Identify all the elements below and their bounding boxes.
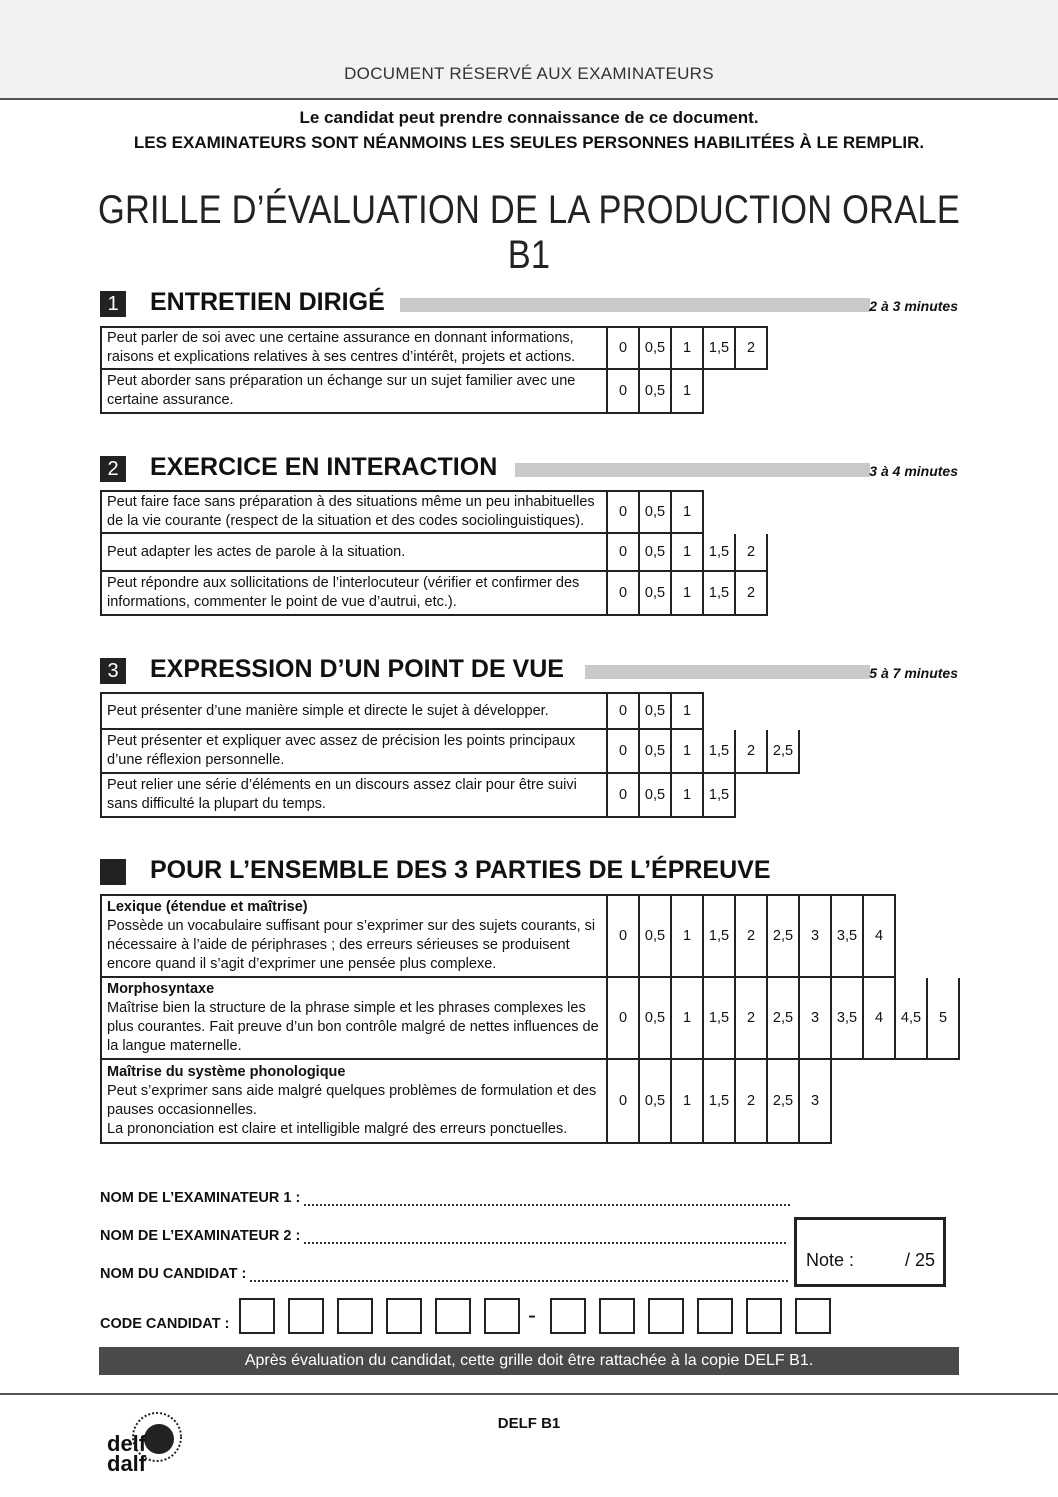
score-cell[interactable]: 1: [672, 326, 704, 370]
score-cell[interactable]: 2: [736, 978, 768, 1060]
candidate-code-label: CODE CANDIDAT :: [100, 1316, 230, 1332]
score-cell[interactable]: 3: [800, 894, 832, 978]
score-cell[interactable]: 2,5: [768, 1060, 800, 1144]
score-cell[interactable]: 0,5: [640, 326, 672, 370]
score-cell[interactable]: 1: [672, 534, 704, 572]
criterion-row: [100, 534, 768, 572]
criterion-text: Peut aborder sans préparation un échange sur un sujet familier avec une certaine assurance.: [100, 370, 608, 414]
section-time: 3 à 4 minutes: [869, 463, 958, 479]
criterion-row: [100, 894, 960, 978]
score-cell[interactable]: 1: [672, 370, 704, 414]
code-digit-box[interactable]: [288, 1298, 324, 1334]
score-cell[interactable]: 2: [736, 534, 768, 572]
score-cell[interactable]: 2,5: [768, 730, 800, 774]
score-cell[interactable]: 5: [928, 978, 960, 1060]
score-cell[interactable]: 0: [608, 490, 640, 534]
score-cell[interactable]: 3: [800, 978, 832, 1060]
criterion-heading: Maîtrise du système phonologique: [107, 1064, 346, 1080]
score-cell[interactable]: 1: [672, 692, 704, 730]
score-cell[interactable]: 0: [608, 326, 640, 370]
code-digit-box[interactable]: [697, 1298, 733, 1334]
score-cell[interactable]: 1,5: [704, 978, 736, 1060]
note-denominator: / 25: [904, 1250, 935, 1270]
score-cell[interactable]: 0,5: [640, 370, 672, 414]
footer-divider: [0, 1393, 1058, 1395]
score-cell[interactable]: 0: [608, 978, 640, 1060]
note-box[interactable]: [794, 1217, 946, 1287]
criterion-text: Peut répondre aux sollicitations de l’interlocuteur (vérifier et confirmer des informations, commenter le point de vue d’autrui, etc.).: [100, 572, 608, 616]
code-digit-box[interactable]: [795, 1298, 831, 1334]
examiner-2-line[interactable]: [304, 1232, 786, 1244]
score-cell[interactable]: 0,5: [640, 534, 672, 572]
score-cell[interactable]: 0,5: [640, 692, 672, 730]
score-cell[interactable]: 1,5: [704, 774, 736, 818]
code-digit-box[interactable]: [550, 1298, 586, 1334]
section-bar: [400, 298, 870, 312]
code-digit-box[interactable]: [337, 1298, 373, 1334]
score-cell[interactable]: 2,5: [768, 894, 800, 978]
section-3-grid: [100, 692, 800, 818]
footer-brand: DELF B1: [497, 1415, 561, 1432]
score-cell[interactable]: 0: [608, 692, 640, 730]
score-cell[interactable]: 0: [608, 730, 640, 774]
section-number: 1: [100, 291, 126, 317]
notice-line-2: LES EXAMINATEURS SONT NÉANMOINS LES SEULES PERSONNES HABILITÉES À LE REMPLIR.: [133, 133, 925, 152]
score-cell[interactable]: 0,5: [640, 978, 672, 1060]
reserved-label: DOCUMENT RÉSERVÉ AUX EXAMINATEURS: [344, 64, 714, 83]
score-cell[interactable]: 0,5: [640, 490, 672, 534]
score-cell[interactable]: 0: [608, 1060, 640, 1144]
section-1-header: [100, 290, 958, 318]
candidate-name-label: NOM DU CANDIDAT :: [100, 1266, 247, 1282]
score-cell[interactable]: 2: [736, 894, 768, 978]
score-cell[interactable]: 4: [864, 894, 896, 978]
score-cell[interactable]: 1,5: [704, 572, 736, 616]
examiner-1-field[interactable]: [100, 1190, 790, 1206]
section-2-grid: [100, 490, 768, 616]
criterion-text-2: La prononciation est claire et intelligible malgré des erreurs ponctuelles.: [107, 1121, 568, 1137]
examiner-2-label: NOM DE L’EXAMINATEUR 2 :: [100, 1228, 301, 1244]
section-time: 5 à 7 minutes: [869, 665, 958, 681]
score-cell[interactable]: 0,5: [640, 894, 672, 978]
score-cell[interactable]: 0: [608, 774, 640, 818]
criterion-text: Peut faire face sans préparation à des situations même un peu inhabituelles de la vie courante (respect de la situation et des codes sociolinguistiques).: [100, 490, 608, 534]
section-4-header: [100, 858, 958, 886]
code-digit-box[interactable]: [239, 1298, 275, 1334]
section-number: 2: [100, 456, 126, 482]
criterion-row: [100, 774, 800, 818]
criterion-text: Peut relier une série d’éléments en un discours assez clair pour être suivi sans difficulté la plupart du temps.: [100, 774, 608, 818]
section-3-header: [100, 657, 958, 685]
criterion-text: Peut adapter les actes de parole à la situation.: [100, 534, 608, 572]
section-number: 3: [100, 658, 126, 684]
score-cell[interactable]: 1: [672, 572, 704, 616]
score-cell[interactable]: 1,5: [704, 534, 736, 572]
criterion-row: [100, 692, 800, 730]
score-cell[interactable]: 1,5: [704, 1060, 736, 1144]
section-title: ENTRETIEN DIRIGÉ: [150, 288, 393, 317]
section-bar: [515, 463, 870, 477]
criterion-row: [100, 572, 768, 616]
page-title: GRILLE D’ÉVALUATION DE LA PRODUCTION ORALE B1: [97, 188, 961, 277]
section-square: [100, 859, 126, 885]
score-cell[interactable]: 1: [672, 894, 704, 978]
criterion-row: [100, 978, 960, 1060]
candidate-name-line[interactable]: [250, 1270, 788, 1282]
criterion-text: Maîtrise bien la structure de la phrase simple et les phrases complexes les plus courantes. Fait preuve d’un bon contrôle malgré de nettes influences de la langue maternelle.: [107, 1000, 599, 1054]
score-cell[interactable]: 2: [736, 572, 768, 616]
criterion-text: Peut s’exprimer sans aide malgré quelques problèmes de formulation et des pauses occasionnelles.: [107, 1083, 597, 1118]
score-cell[interactable]: 0: [608, 534, 640, 572]
criterion-heading: Morphosyntaxe: [107, 981, 215, 997]
score-cell[interactable]: 1: [672, 1060, 704, 1144]
score-cell[interactable]: 1,5: [704, 730, 736, 774]
section-bar: [585, 665, 870, 679]
examiner-2-field[interactable]: [100, 1228, 786, 1244]
code-separator: -: [528, 1302, 536, 1329]
score-cell[interactable]: 2,5: [768, 978, 800, 1060]
code-digit-box[interactable]: [746, 1298, 782, 1334]
score-cell[interactable]: 0,5: [640, 1060, 672, 1144]
footer-instruction: Après évaluation du candidat, cette grille doit être rattachée à la copie DELF B1.: [99, 1347, 959, 1375]
section-2-header: [100, 455, 958, 483]
criterion-row: [100, 730, 800, 774]
score-cell[interactable]: 2: [736, 730, 768, 774]
score-cell[interactable]: 0,5: [640, 730, 672, 774]
criterion-block: [100, 978, 608, 1060]
score-cell[interactable]: 1: [672, 490, 704, 534]
score-cell[interactable]: 0: [608, 370, 640, 414]
score-cell[interactable]: 2: [736, 1060, 768, 1144]
score-cell[interactable]: 1: [672, 978, 704, 1060]
section-4-grid: [100, 894, 960, 1144]
criterion-text: Peut parler de soi avec une certaine assurance en donnant informations, raisons et explications relatives à ses centres d’intérêt, projets et actions.: [100, 326, 608, 370]
score-cell[interactable]: 1: [672, 730, 704, 774]
criterion-text: Peut présenter d’une manière simple et directe le sujet à développer.: [100, 692, 608, 730]
code-digit-box[interactable]: [435, 1298, 471, 1334]
criterion-block: [100, 1060, 608, 1144]
score-cell[interactable]: 3,5: [832, 978, 864, 1060]
notice-line-1: Le candidat peut prendre connaissance de ce document.: [299, 108, 759, 127]
criterion-text: Peut présenter et expliquer avec assez de précision les points principaux d’une réflexion personnelle.: [100, 730, 608, 774]
score-cell[interactable]: 4: [864, 978, 896, 1060]
section-title: POUR L’ENSEMBLE DES 3 PARTIES DE L’ÉPREUVE: [150, 856, 779, 885]
score-cell[interactable]: 1: [672, 774, 704, 818]
score-cell[interactable]: 2: [736, 326, 768, 370]
score-cell[interactable]: 0: [608, 572, 640, 616]
top-band: [0, 0, 1058, 100]
criterion-text: Possède un vocabulaire suffisant pour s’exprimer sur des sujets courants, si nécessaire à l’aide de périphrases ; des erreurs sérieuses se produisent encore quand il s’agit d’exprimer une pensée plus complexe.: [107, 918, 596, 972]
section-1-grid: [100, 326, 768, 414]
examiner-1-line[interactable]: [304, 1194, 790, 1206]
criterion-row: [100, 1060, 960, 1144]
examiner-1-label: NOM DE L’EXAMINATEUR 1 :: [100, 1190, 301, 1206]
score-cell[interactable]: 0,5: [640, 774, 672, 818]
score-cell[interactable]: 0,5: [640, 572, 672, 616]
criterion-block: [100, 894, 608, 978]
note-label: Note :: [806, 1250, 855, 1270]
score-cell[interactable]: 3,5: [832, 894, 864, 978]
code-digit-box[interactable]: [484, 1298, 520, 1334]
section-time: 2 à 3 minutes: [869, 298, 958, 314]
score-cell[interactable]: 4,5: [896, 978, 928, 1060]
criterion-row: [100, 326, 768, 370]
score-cell[interactable]: 1,5: [704, 326, 736, 370]
criterion-heading: Lexique (étendue et maîtrise): [107, 899, 308, 915]
score-cell[interactable]: 1,5: [704, 894, 736, 978]
candidate-name-field[interactable]: [100, 1266, 788, 1282]
logo-dalf-text: dalf: [107, 1451, 147, 1475]
criterion-row: [100, 370, 768, 414]
logo-delf-text: delf: [107, 1431, 147, 1456]
criterion-row: [100, 490, 768, 534]
score-cell[interactable]: 3: [800, 1060, 832, 1144]
section-title: EXERCICE EN INTERACTION: [150, 453, 505, 482]
score-cell[interactable]: 0: [608, 894, 640, 978]
code-digit-box[interactable]: [599, 1298, 635, 1334]
code-digit-box[interactable]: [648, 1298, 684, 1334]
section-title: EXPRESSION D’UN POINT DE VUE: [150, 655, 572, 684]
code-digit-box[interactable]: [386, 1298, 422, 1334]
